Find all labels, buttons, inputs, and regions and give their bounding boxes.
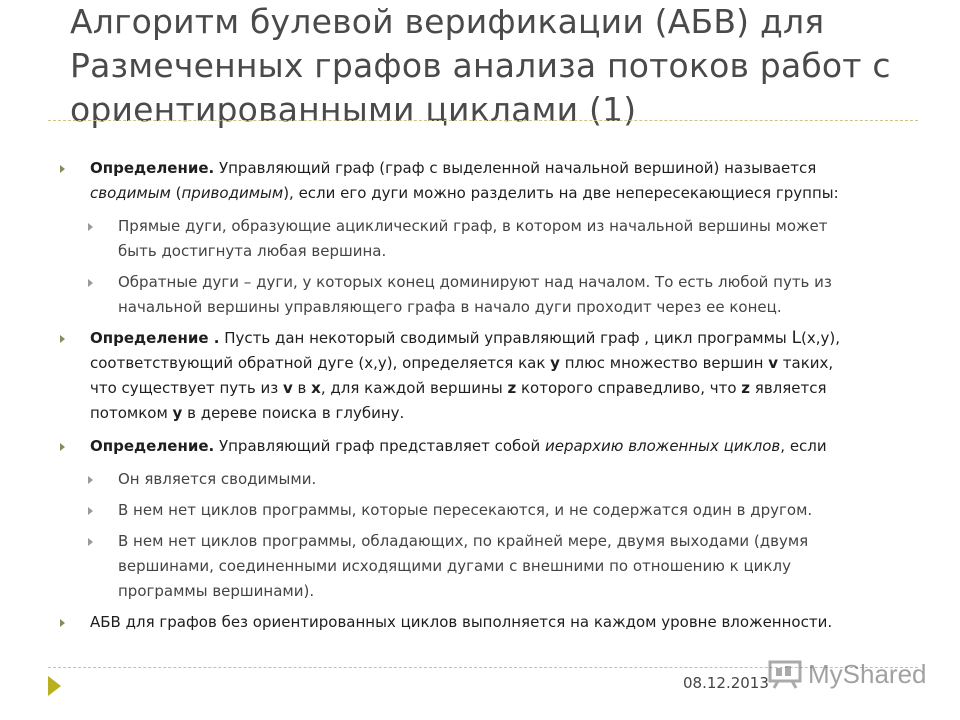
bullet-arrow-icon [88,279,93,287]
bullet-arrow-icon [60,335,65,343]
sub-bullet-no-intersecting-cycles: В нем нет циклов программы, которые пересекаются, и не содержатся один в другом. [88,498,890,523]
watermark-logo [768,656,927,692]
title-line: ориентированными циклами (1) [70,90,637,129]
title-divider [48,120,918,121]
bullet-definition-3: Определение. Управляющий граф представляет собой иерархию вложенных циклов, если [60,434,890,459]
title-line: Алгоритм булевой верификации (АБВ) для [70,2,825,41]
definition-label: Определение. [90,159,215,177]
bullet-arrow-icon [60,619,65,627]
bullet-arrow-icon [60,443,65,451]
sub-bullet-forward-arcs: Прямые дуги, образующие ациклический граф, в котором из начальной вершины может быть достигнута любая вершина. [88,214,890,264]
bullet-arrow-icon [60,165,65,173]
sub-bullet-single-exit: В нем нет циклов программы, обладающих, по крайней мере, двумя выходами (двумя вершинами, соединенными исходящими дугами с внешними по отношению к циклу программы вершинами). [88,529,890,604]
bullet-definition-1: Определение. Управляющий граф (граф с выделенной начальной вершиной) называется сводимым (приводимым), если его дуги можно разделить на две непересекающиеся группы: [60,156,890,206]
slide-title [70,0,930,132]
bullet-arrow-icon [88,476,93,484]
bullet-arrow-icon [88,507,93,515]
definition-label: Определение . [90,329,220,347]
sub-bullet-reducible: Он является сводимыми. [88,467,890,492]
presentation-board-icon [768,659,802,689]
sub-bullet-back-arcs: Обратные дуги – дуги, у которых конец доминируют над началом. То есть любой путь из начальной вершины управляющего графа в начало дуги проходит через ее конец. [88,270,890,320]
bullet-arrow-icon [88,223,93,231]
watermark-text: MyShared [808,658,927,689]
definition-label: Определение. [90,437,215,455]
slide-body [60,156,890,643]
slide-date: 08.12.2013 [683,674,769,692]
title-line: Размеченных графов анализа потоков работ с [70,46,891,85]
play-arrow-icon [48,676,61,696]
bullet-arrow-icon [88,538,93,546]
bullet-abv-nesting: АБВ для графов без ориентированных циклов выполняется на каждом уровне вложенности. [60,610,890,635]
bullet-definition-2: Определение . Пусть дан некоторый сводимый управляющий граф , цикл программы L(x,y), соответствующий обратной дуге (x,y), определяется как y плюс множество вершин v таких, что существует путь из v в x, для каждой вершины z которого справедливо, что z является потомком y в дереве поиска в глубину. [60,326,890,426]
